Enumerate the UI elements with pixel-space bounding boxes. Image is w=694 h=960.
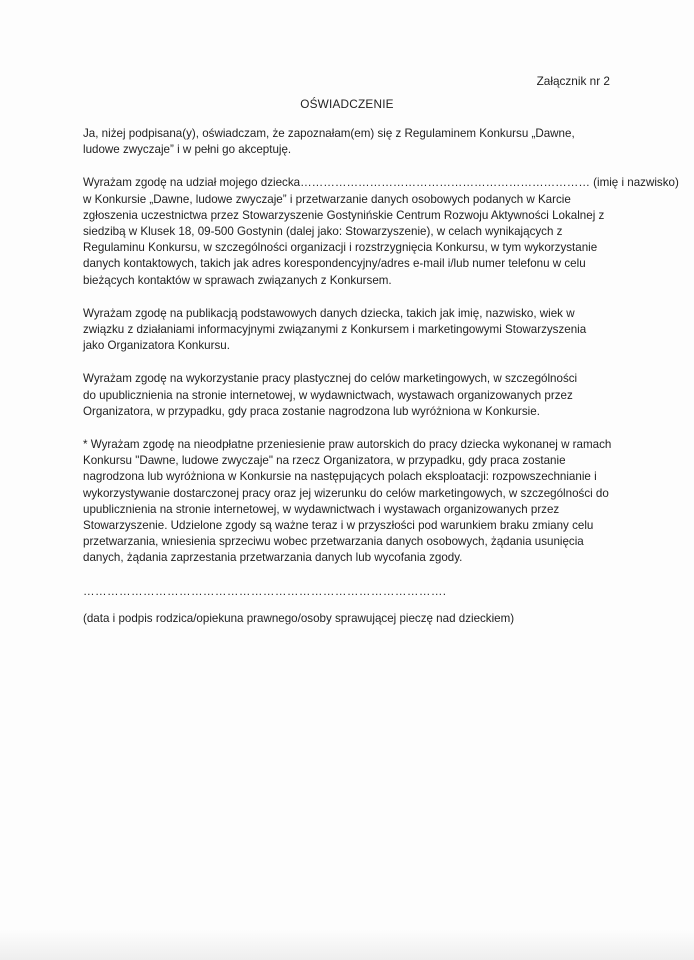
acceptance-paragraph xyxy=(83,126,613,158)
text-line: Wyrażam zgodę na publikacją podstawowych danych dziecka, takich jak imię, nazwisko, wiek w xyxy=(83,306,575,320)
annex-label: Załącznik nr 2 xyxy=(536,74,610,88)
text-line: do upublicznienia na stronie internetowej, w wydawnictwach, wystawach organizowanych przez xyxy=(83,388,573,402)
text-line: wykorzystywanie dostarczonej pracy oraz jej wizerunku do celów marketingowych, w szczególności do xyxy=(83,486,609,500)
text-line: w Konkursie „Dawne, ludowe zwyczaje” i przetwarzanie danych osobowych podanych w Karcie xyxy=(83,192,571,206)
text-line: * Wyrażam zgodę na nieodpłatne przeniesienie praw autorskich do pracy dziecka wykonanej w ramach xyxy=(83,438,612,452)
text-line: Konkursu "Dawne, ludowe zwyczaje" na rzecz Organizatora, w przypadku, gdy praca zostanie xyxy=(83,454,566,468)
document-body xyxy=(83,126,679,584)
text-line: zgłoszenia uczestnictwa przez Stowarzyszenie Gostynińskie Centrum Rozwoju Aktywności Lokalnej z xyxy=(83,208,605,222)
signature-caption: (data i podpis rodzica/opiekuna prawnego/osoby sprawującej pieczę nad dzieckiem) xyxy=(83,612,515,625)
text-line: Organizatora, w przypadku, gdy praca zostanie nagrodzona lub wyróżniona w Konkursie. xyxy=(83,404,540,418)
text-line: Regulaminu Konkursu, w szczególności organizacji i rozstrzygnięcia Konkursu, w tym wykorzystanie xyxy=(83,241,598,255)
copyright-transfer-paragraph xyxy=(83,437,613,567)
text-line: siedzibą w Klusek 18, 09-500 Gostynin (dalej jako: Stowarzyszenie), w celach wynikających z xyxy=(83,225,563,239)
text-line: ludowe zwyczaje” i w pełni go akceptuję. xyxy=(83,143,292,157)
text-line: Ja, niżej podpisana(y), oświadczam, że zapoznałam(em) się z Regulaminem Konkursu „Dawne, xyxy=(83,127,575,140)
artwork-use-consent-paragraph xyxy=(83,371,613,420)
text-line: nagrodzona lub wyróżniona w Konkursie na następujących polach eksploatacji: rozpowszechnianie i xyxy=(83,470,597,484)
text-line: bieżących kontaktów w sprawach związanych z Konkursem. xyxy=(83,273,392,287)
text-line: jako Organizatora Konkursu. xyxy=(83,339,230,353)
publication-consent-paragraph xyxy=(83,306,613,355)
child-name-line: Wyrażam zgodę na udział mojego dziecka………………………………………………………………… (imię i nazwisko) xyxy=(83,176,679,190)
signature-line: ………………………………………………………………………………. xyxy=(83,585,447,598)
page-bottom-shadow xyxy=(0,930,694,960)
text-line: danych, żądania zaprzestania przetwarzania danych lub wycofania zgody. xyxy=(83,551,463,565)
text-line: danych kontaktowych, takich jak adres korespondencyjny/adres e-mail i/lub numer telefonu w celu xyxy=(83,257,586,271)
text-line: przetwarzania, wniesienia sprzeciwu wobec przetwarzania danych osobowych, żądania usunięcia xyxy=(83,535,584,549)
text-line: Wyrażam zgodę na wykorzystanie pracy plastycznej do celów marketingowych, w szczególności xyxy=(83,372,578,386)
text-line: upublicznienia na stronie internetowej, w wydawnictwach i wystawach organizowanych przez xyxy=(83,502,560,516)
participation-consent-paragraph xyxy=(83,175,679,288)
text-line: Stowarzyszenie. Udzielone zgody są ważne teraz i w przyszłości pod warunkiem braku zmiany celu xyxy=(83,519,594,533)
document-title: OŚWIADCZENIE xyxy=(300,97,394,111)
text-line: związku z działaniami informacyjnymi związanymi z Konkursem i marketingowymi Stowarzyszenia xyxy=(83,323,587,337)
